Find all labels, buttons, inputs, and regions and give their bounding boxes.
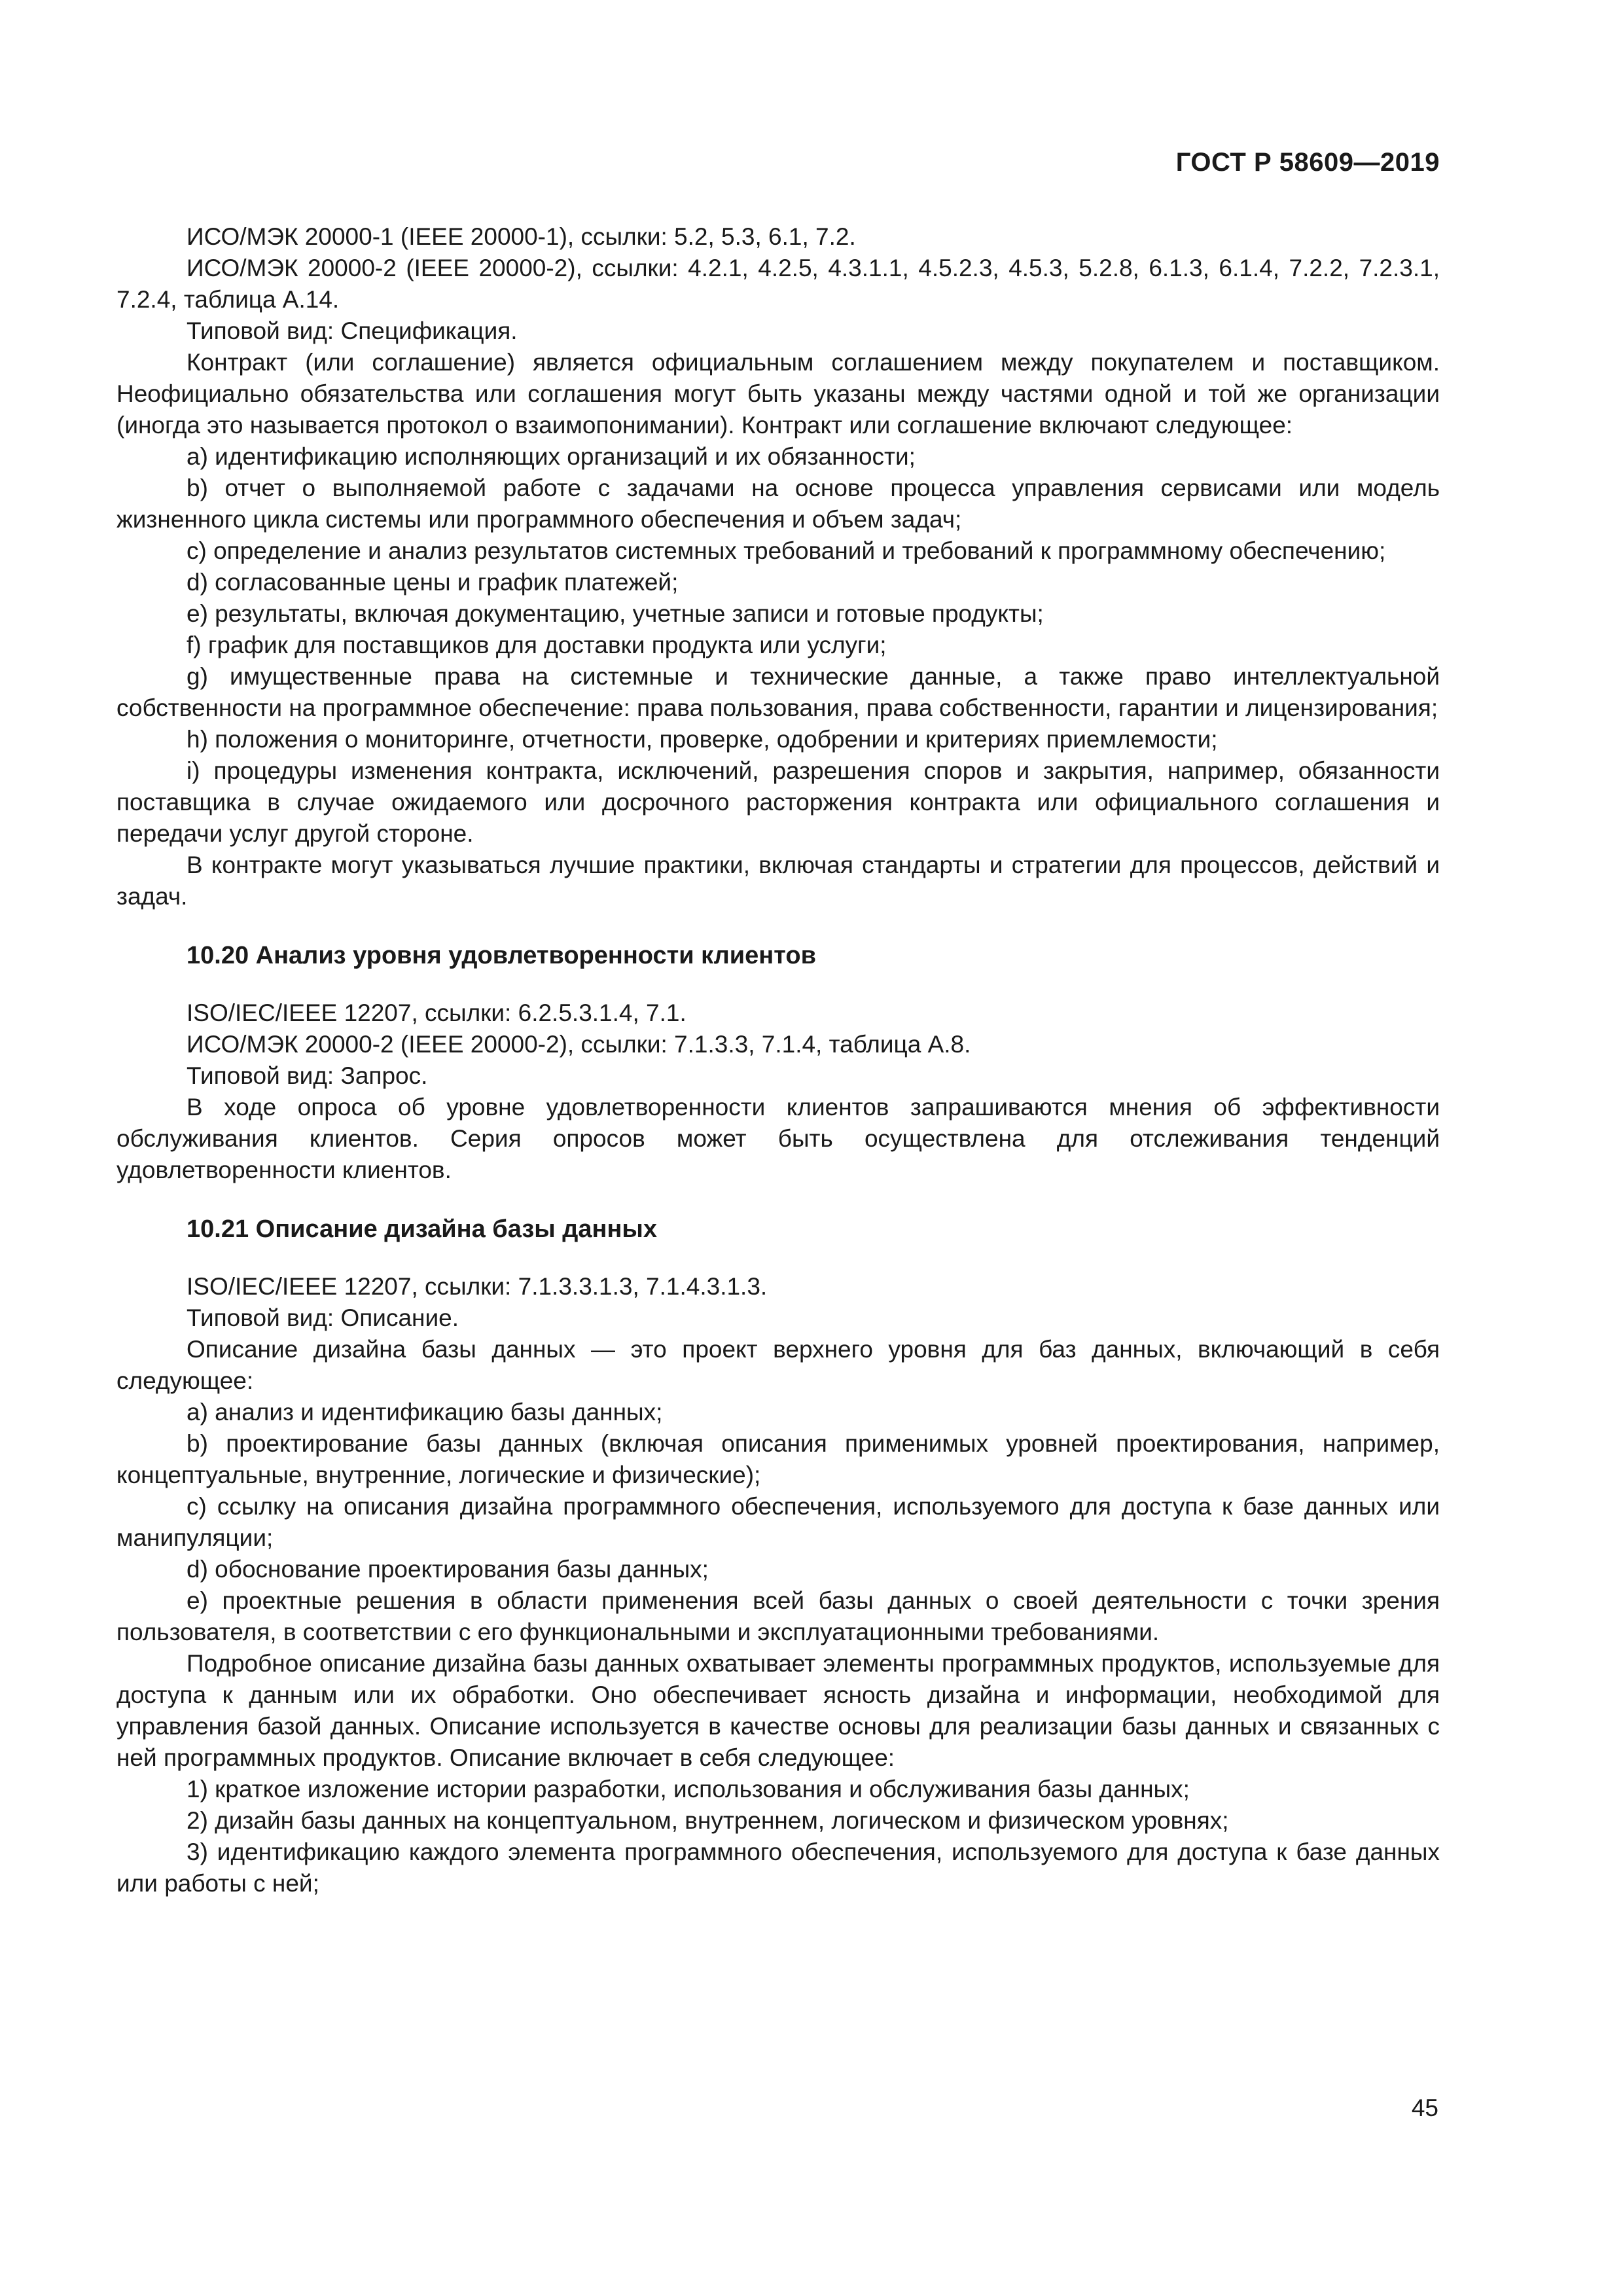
list-item: d) обоснование проектирования базы данных;	[187, 1556, 709, 1583]
list-item: b) отчет о выполняемой работе с задачами на основе процесса управления сервисами или модель жизненного цикла системы или программного обеспечения и объем задач;	[116, 475, 1440, 533]
list-item: c) ссылку на описания дизайна программного обеспечения, используемого для доступа к базе данных или манипуляции;	[116, 1493, 1440, 1551]
paragraph: Подробное описание дизайна базы данных охватывает элементы программных продуктов, используемые для доступа к данным или их обработки. Оно обеспечивает ясность дизайна и информации, необходимой для управления базой данных. Описание используется в качестве основы для реализации базы данных и связанных с ней программных продуктов. Описание включает в себя следующее:	[116, 1650, 1440, 1771]
section-10-21-body	[116, 1271, 1440, 1899]
section-heading-10-21: 10.21 Описание дизайна базы данных	[187, 1215, 657, 1243]
paragraph: ИСО/МЭК 20000-1 (IEEE 20000-1), ссылки: 5.2, 5.3, 6.1, 7.2.	[187, 223, 856, 250]
list-item: 3) идентификацию каждого элемента программного обеспечения, используемого для доступа к базе данных или работы с ней;	[116, 1839, 1440, 1897]
list-item: i) процедуры изменения контракта, исключений, разрешения споров и закрытия, например, обязанности поставщика в случае ожидаемого или досрочного расторжения контракта или официального соглашения и передачи услуг другой стороне.	[116, 757, 1440, 847]
list-item: g) имущественные права на системные и технические данные, а также право интеллектуальной собственности на программное обеспечение: права пользования, права собственности, гарантии и лицензирования;	[116, 663, 1440, 721]
paragraph: Типовой вид: Спецификация.	[187, 317, 518, 344]
paragraph: В контракте могут указываться лучшие практики, включая стандарты и стратегии для процессов, действий и задач.	[116, 852, 1440, 910]
intro-block	[116, 221, 1440, 912]
paragraph: Описание дизайна базы данных — это проект верхнего уровня для баз данных, включающий в себя следующее:	[116, 1336, 1440, 1394]
list-item: e) результаты, включая документацию, учетные записи и готовые продукты;	[187, 600, 1044, 627]
paragraph: В ходе опроса об уровне удовлетворенности клиентов запрашиваются мнения об эффективности обслуживания клиентов. Серия опросов может быть осуществлена для отслеживания тенденций удовлетворенности клиентов.	[116, 1094, 1440, 1183]
paragraph: ISO/IEC/IEEE 12207, ссылки: 6.2.5.3.1.4, 7.1.	[187, 999, 687, 1026]
list-item: d) согласованные цены и график платежей;	[187, 569, 679, 596]
standard-designation: ГОСТ Р 58609—2019	[1175, 148, 1440, 177]
section-heading-10-20: 10.20 Анализ уровня удовлетворенности клиентов	[187, 942, 816, 969]
page-number: 45	[1411, 2094, 1438, 2121]
list-item: b) проектирование базы данных (включая описания применимых уровней проектирования, например, концептуальные, внутренние, логические и физические);	[116, 1430, 1440, 1488]
list-item: e) проектные решения в области применения всей базы данных о своей деятельности с точки зрения пользователя, в соответствии с его функциональными и эксплуатационными требованиями.	[116, 1587, 1440, 1645]
list-item: h) положения о мониторинге, отчетности, проверке, одобрении и критериях приемлемости;	[187, 726, 1218, 753]
paragraph: Типовой вид: Описание.	[187, 1304, 459, 1331]
page-content	[116, 221, 1440, 1899]
list-item: 2) дизайн базы данных на концептуальном, внутреннем, логическом и физическом уровнях;	[187, 1807, 1229, 1834]
list-item: 1) краткое изложение истории разработки, использования и обслуживания базы данных;	[187, 1776, 1190, 1803]
list-item: a) идентификацию исполняющих организаций и их обязанности;	[187, 443, 916, 470]
paragraph: ИСО/МЭК 20000-2 (IEEE 20000-2), ссылки: 7.1.3.3, 7.1.4, таблица А.8.	[187, 1031, 971, 1058]
paragraph: Типовой вид: Запрос.	[187, 1062, 428, 1089]
list-item: f) график для поставщиков для доставки продукта или услуги;	[187, 632, 887, 658]
list-item: a) анализ и идентификацию базы данных;	[187, 1399, 663, 1426]
list-item: c) определение и анализ результатов системных требований и требований к программному обеспечению;	[187, 537, 1386, 564]
section-10-20-body	[116, 997, 1440, 1186]
paragraph: Контракт (или соглашение) является официальным соглашением между покупателем и поставщиком. Неофициально обязательства или соглашения могут быть указаны между частями одной и той же организации (иногда это называется протокол о взаимопонимании). Контракт или соглашение включают следующее:	[116, 349, 1440, 439]
paragraph: ISO/IEC/IEEE 12207, ссылки: 7.1.3.3.1.3, 7.1.4.3.1.3.	[187, 1273, 768, 1300]
paragraph: ИСО/МЭК 20000-2 (IEEE 20000-2), ссылки: 4.2.1, 4.2.5, 4.3.1.1, 4.5.2.3, 4.5.3, 5.2.8, 6.1.3, 6.1.4, 7.2.2, 7.2.3.1, 7.2.4, таблица А.14.	[116, 255, 1440, 313]
